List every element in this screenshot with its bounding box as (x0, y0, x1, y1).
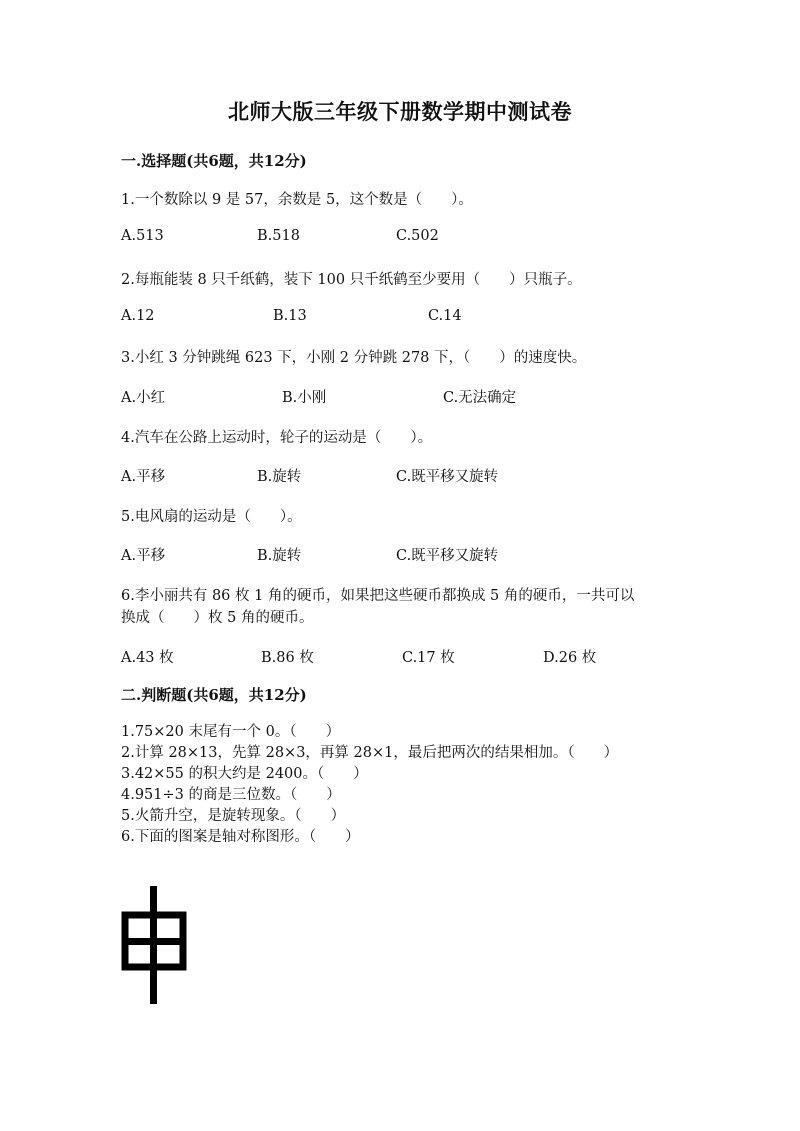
question-6-line-1: 6.李小丽共有 86 枚 1 角的硬币，如果把这些硬币都换成 5 角的硬币，一共可以 (121, 588, 635, 604)
option-b[interactable]: B.小刚 (282, 390, 327, 406)
option-a[interactable]: A.43 枚 (121, 650, 174, 666)
symmetric-pattern-figure (118, 886, 190, 1004)
option-a[interactable]: A.平移 (121, 469, 166, 485)
question-6-line-2: 换成（ ）枚 5 角的硬币。 (121, 610, 314, 626)
option-b[interactable]: B.13 (273, 308, 307, 324)
question-4: 4.汽车在公路上运动时，轮子的运动是（ ）。 (121, 430, 433, 446)
option-a[interactable]: A.平移 (121, 548, 166, 564)
option-b[interactable]: B.旋转 (257, 469, 302, 485)
question-6-options (0, 646, 800, 666)
option-c[interactable]: C.既平移又旋转 (396, 469, 499, 485)
option-c[interactable]: C.17 枚 (402, 650, 455, 666)
question-5-options (0, 544, 800, 564)
option-b[interactable]: B.旋转 (257, 548, 302, 564)
figure-middle-bar (125, 938, 183, 945)
section-heading-judgment: 二.判断题(共6题，共12分) (121, 686, 307, 704)
question-1-options (0, 228, 800, 248)
question-1: 1.一个数除以 9 是 57，余数是 5，这个数是（ ）。 (121, 192, 473, 208)
option-b[interactable]: B.518 (257, 228, 300, 244)
judgment-item-6: 6.下面的图案是轴对称图形。（ ） (121, 829, 360, 845)
question-3-options (0, 386, 800, 406)
question-5: 5.电风扇的运动是（ ）。 (121, 509, 302, 525)
page-title: 北师大版三年级下册数学期中测试卷 (228, 99, 572, 124)
judgment-item-4: 4.951÷3 的商是三位数。（ ） (121, 787, 341, 803)
judgment-item-1: 1.75×20 末尾有一个 0。（ ） (121, 724, 341, 740)
judgment-item-5: 5.火箭升空，是旋转现象。（ ） (121, 808, 346, 824)
option-c[interactable]: C.502 (396, 228, 439, 244)
question-2: 2.每瓶能装 8 只千纸鹤，装下 100 只千纸鹤至少要用（ ）只瓶子。 (121, 272, 582, 288)
option-d[interactable]: D.26 枚 (543, 650, 597, 666)
option-a[interactable]: A.513 (121, 228, 164, 244)
judgment-list (121, 722, 618, 848)
judgment-item-2: 2.计算 28×13，先算 28×3，再算 28×1，最后把两次的结果相加。（ ） (121, 745, 619, 761)
option-c[interactable]: C.14 (428, 308, 462, 324)
option-c[interactable]: C.无法确定 (443, 390, 517, 406)
question-4-options (0, 465, 800, 485)
question-2-options (0, 308, 800, 328)
question-3: 3.小红 3 分钟跳绳 623 下，小刚 2 分钟跳 278 下，（ ）的速度快。 (121, 350, 587, 366)
option-a[interactable]: A.小红 (121, 390, 166, 406)
option-a[interactable]: A.12 (121, 308, 155, 324)
option-b[interactable]: B.86 枚 (261, 650, 314, 666)
section-heading-choice: 一.选择题(共6题，共12分) (121, 152, 307, 170)
option-c[interactable]: C.既平移又旋转 (396, 548, 499, 564)
judgment-item-3: 3.42×55 的积大约是 2400。（ ） (121, 766, 368, 782)
